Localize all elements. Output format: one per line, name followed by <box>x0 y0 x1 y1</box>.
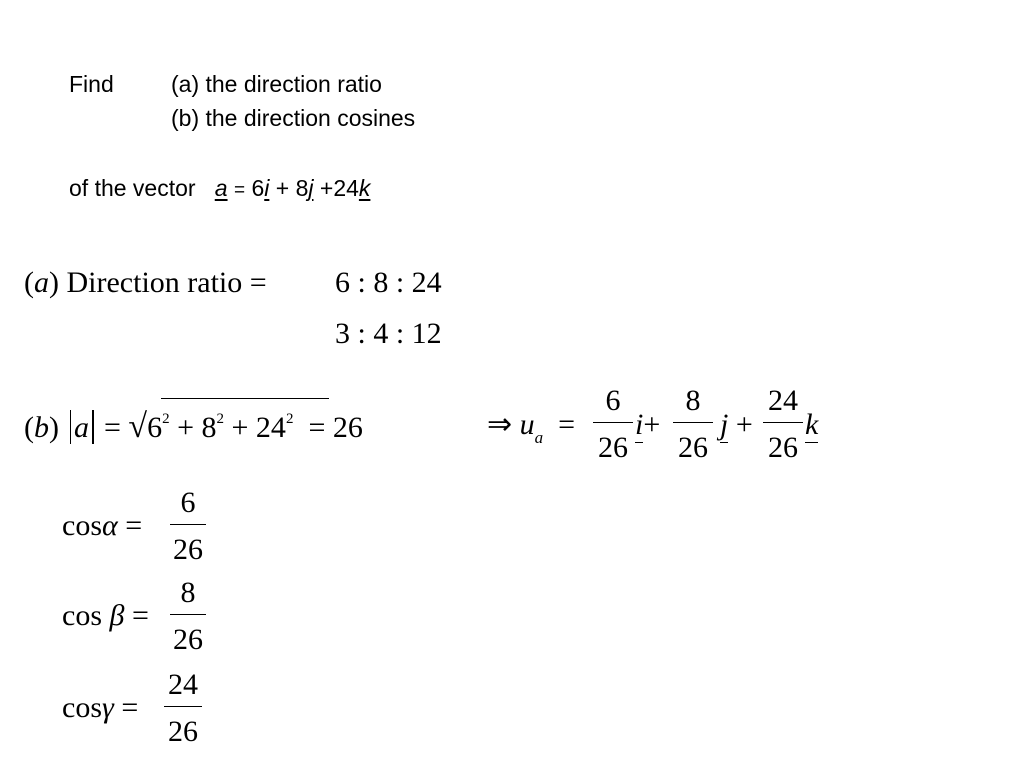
sqrt-sign: √ <box>128 408 148 445</box>
term-2-prefix: + 8 <box>275 175 309 201</box>
term-i <box>635 410 660 440</box>
angle-alpha: α <box>102 509 118 542</box>
implies-arrow: ⇒ <box>487 408 513 441</box>
cos-fn: cos <box>62 509 102 542</box>
magnitude-equation <box>24 410 363 444</box>
cos-fn: cos <box>62 691 102 724</box>
cos-alpha <box>62 511 142 541</box>
cos-gamma-fraction <box>164 670 202 747</box>
equals-sign: = <box>104 411 121 444</box>
fraction-denominator: 26 <box>173 623 203 656</box>
ratio-line-1: 6 : 8 : 24 <box>335 266 442 299</box>
fraction-bar <box>763 422 803 423</box>
abs-bar-left <box>70 410 72 444</box>
fraction-denominator: 26 <box>598 431 628 464</box>
unit-vector-u: u <box>519 408 535 441</box>
fraction-bar <box>170 614 206 615</box>
square-exp-2: 2 <box>216 411 225 427</box>
vector-equals: = <box>233 180 246 201</box>
fraction-bar <box>164 706 202 707</box>
fraction-numerator: 24 <box>168 668 198 701</box>
term-8: + 8 <box>177 411 217 444</box>
fraction-numerator: 6 <box>180 486 196 519</box>
fraction-bar <box>593 422 633 423</box>
paren-close: ) <box>49 266 59 299</box>
unit-vector-k: k <box>805 408 819 441</box>
fraction-numerator: 24 <box>768 384 798 417</box>
fraction-j <box>673 386 713 463</box>
equals-sign: = <box>131 599 149 632</box>
ratio-line-2: 3 : 4 : 12 <box>335 317 442 350</box>
question-part-a: (a) the direction ratio <box>171 71 382 97</box>
plus-sign: + <box>735 408 753 441</box>
abs-bar-right <box>92 410 94 444</box>
term-6: 6 <box>147 411 163 444</box>
angle-gamma: γ <box>102 691 114 724</box>
paren-close: ) <box>49 411 59 444</box>
unit-vector-lhs <box>487 408 576 447</box>
equals-sign: = <box>121 691 139 724</box>
direction-ratio-title: Direction ratio = <box>66 266 267 299</box>
term-3-prefix: +24 <box>319 175 359 201</box>
fraction-bar <box>170 524 206 525</box>
unit-vector-j: j <box>720 408 729 441</box>
cos-alpha-fraction <box>170 488 206 565</box>
square-exp-3: 2 <box>285 411 294 427</box>
fraction-denominator: 26 <box>173 533 203 566</box>
square-exp-1: 2 <box>162 411 170 427</box>
find-label: Find <box>69 71 114 97</box>
unit-vector-subscript: a <box>534 428 544 447</box>
part-a-letter: a <box>34 266 49 299</box>
fraction-bar <box>673 422 713 423</box>
fraction-numerator: 8 <box>685 384 701 417</box>
unit-vector-i: i <box>635 408 644 441</box>
paren-open: ( <box>24 411 34 444</box>
coef-1: 6 <box>251 175 265 201</box>
part-b-letter: b <box>34 411 49 444</box>
cos-beta <box>62 601 149 631</box>
fraction-denominator: 26 <box>168 715 198 748</box>
plus-sign: + <box>643 408 661 441</box>
fraction-numerator: 6 <box>605 384 621 417</box>
term-k <box>805 410 818 440</box>
sqrt-vinculum <box>161 398 329 399</box>
cos-gamma <box>62 693 138 723</box>
magnitude-var: a <box>74 411 89 444</box>
paren-open: ( <box>24 266 34 299</box>
fraction-numerator: 8 <box>180 576 196 609</box>
cos-beta-fraction <box>170 578 206 655</box>
magnitude-result: = 26 <box>308 411 363 444</box>
fraction-i <box>593 386 633 463</box>
vector-prefix: of the vector <box>69 175 196 201</box>
fraction-denominator: 26 <box>678 431 708 464</box>
fraction-k <box>763 386 803 463</box>
part-a-heading <box>24 268 267 298</box>
vector-statement <box>69 177 370 200</box>
unit-vector-equals: = <box>558 408 576 441</box>
fraction-denominator: 26 <box>768 431 798 464</box>
question-part-b: (b) the direction cosines <box>171 105 416 131</box>
unit-k: k <box>358 175 371 201</box>
term-j <box>720 410 753 440</box>
unit-j: j <box>308 175 314 201</box>
angle-beta: β <box>109 599 125 632</box>
cos-fn: cos <box>62 599 102 632</box>
equals-sign: = <box>125 509 143 542</box>
unit-i: i <box>264 175 270 201</box>
term-24: + 24 <box>231 411 286 444</box>
vector-name: a <box>214 175 228 201</box>
